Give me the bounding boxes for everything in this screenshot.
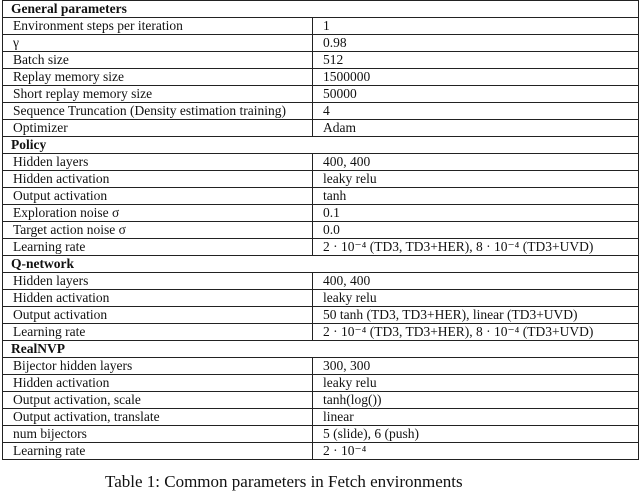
parameter-value: 2 · 10⁻⁴ (TD3, TD3+HER), 8 · 10⁻⁴ (TD3+UVD) xyxy=(313,324,639,341)
parameter-value: linear xyxy=(313,409,639,426)
table-row xyxy=(3,375,639,392)
parameter-name: Output activation xyxy=(3,307,313,324)
parameter-name: Hidden activation xyxy=(3,290,313,307)
parameter-name: Target action noise σ xyxy=(3,222,313,239)
table-row xyxy=(3,426,639,443)
parameter-value: 0.98 xyxy=(313,35,639,52)
parameter-name: Hidden activation xyxy=(3,375,313,392)
parameter-value: 1500000 xyxy=(313,69,639,86)
parameter-name: Environment steps per iteration xyxy=(3,18,313,35)
parameter-name: num bijectors xyxy=(3,426,313,443)
table-row xyxy=(3,290,639,307)
parameter-value: leaky relu xyxy=(313,171,639,188)
parameter-name: Short replay memory size xyxy=(3,86,313,103)
parameter-name: Hidden layers xyxy=(3,154,313,171)
parameter-name: Bijector hidden layers xyxy=(3,358,313,375)
parameter-name: Learning rate xyxy=(3,443,313,460)
parameter-value: 0.1 xyxy=(313,205,639,222)
parameter-name: γ xyxy=(3,35,313,52)
section-header-row xyxy=(3,1,639,18)
parameter-value: tanh(log()) xyxy=(313,392,639,409)
table-row xyxy=(3,239,639,256)
parameter-name: Hidden activation xyxy=(3,171,313,188)
table-row xyxy=(3,307,639,324)
table-row xyxy=(3,358,639,375)
parameter-value: leaky relu xyxy=(313,290,639,307)
parameter-value: 50 tanh (TD3, TD3+HER), linear (TD3+UVD) xyxy=(313,307,639,324)
table-row xyxy=(3,69,639,86)
table-row xyxy=(3,188,639,205)
table-row xyxy=(3,222,639,239)
section-header-row xyxy=(3,256,639,273)
parameter-name: Sequence Truncation (Density estimation training) xyxy=(3,103,313,120)
hyperparameter-table-body xyxy=(3,1,639,460)
table-row xyxy=(3,120,639,137)
parameter-name: Exploration noise σ xyxy=(3,205,313,222)
section-header-row xyxy=(3,341,639,358)
parameter-value: 300, 300 xyxy=(313,358,639,375)
parameter-value: leaky relu xyxy=(313,375,639,392)
table-row xyxy=(3,52,639,69)
parameter-name: Output activation xyxy=(3,188,313,205)
parameter-name: Batch size xyxy=(3,52,313,69)
table-row xyxy=(3,409,639,426)
parameter-value: 400, 400 xyxy=(313,154,639,171)
parameter-value: 1 xyxy=(313,18,639,35)
table-row xyxy=(3,443,639,460)
parameter-value: 50000 xyxy=(313,86,639,103)
parameter-value: 4 xyxy=(313,103,639,120)
parameter-value: tanh xyxy=(313,188,639,205)
parameter-name: Learning rate xyxy=(3,239,313,256)
table-row xyxy=(3,324,639,341)
parameter-value: Adam xyxy=(313,120,639,137)
parameter-name: Replay memory size xyxy=(3,69,313,86)
parameter-value: 400, 400 xyxy=(313,273,639,290)
parameter-value: 2 · 10⁻⁴ (TD3, TD3+HER), 8 · 10⁻⁴ (TD3+UVD) xyxy=(313,239,639,256)
hyperparameter-table xyxy=(2,0,639,460)
table-row xyxy=(3,392,639,409)
table-caption: Table 1: Common parameters in Fetch environments xyxy=(105,472,463,491)
table-row xyxy=(3,171,639,188)
section-title: Q-network xyxy=(3,256,639,273)
table-row xyxy=(3,86,639,103)
section-title: RealNVP xyxy=(3,341,639,358)
parameter-value: 5 (slide), 6 (push) xyxy=(313,426,639,443)
parameter-name: Learning rate xyxy=(3,324,313,341)
section-title: General parameters xyxy=(3,1,639,18)
parameter-name: Output activation, scale xyxy=(3,392,313,409)
parameter-value: 2 · 10⁻⁴ xyxy=(313,443,639,460)
parameter-value: 512 xyxy=(313,52,639,69)
parameter-name: Optimizer xyxy=(3,120,313,137)
table-row xyxy=(3,205,639,222)
table-row xyxy=(3,154,639,171)
section-title: Policy xyxy=(3,137,639,154)
table-row xyxy=(3,35,639,52)
parameter-value: 0.0 xyxy=(313,222,639,239)
section-header-row xyxy=(3,137,639,154)
table-row xyxy=(3,103,639,120)
table-row xyxy=(3,18,639,35)
parameter-name: Hidden layers xyxy=(3,273,313,290)
parameter-name: Output activation, translate xyxy=(3,409,313,426)
table-row xyxy=(3,273,639,290)
